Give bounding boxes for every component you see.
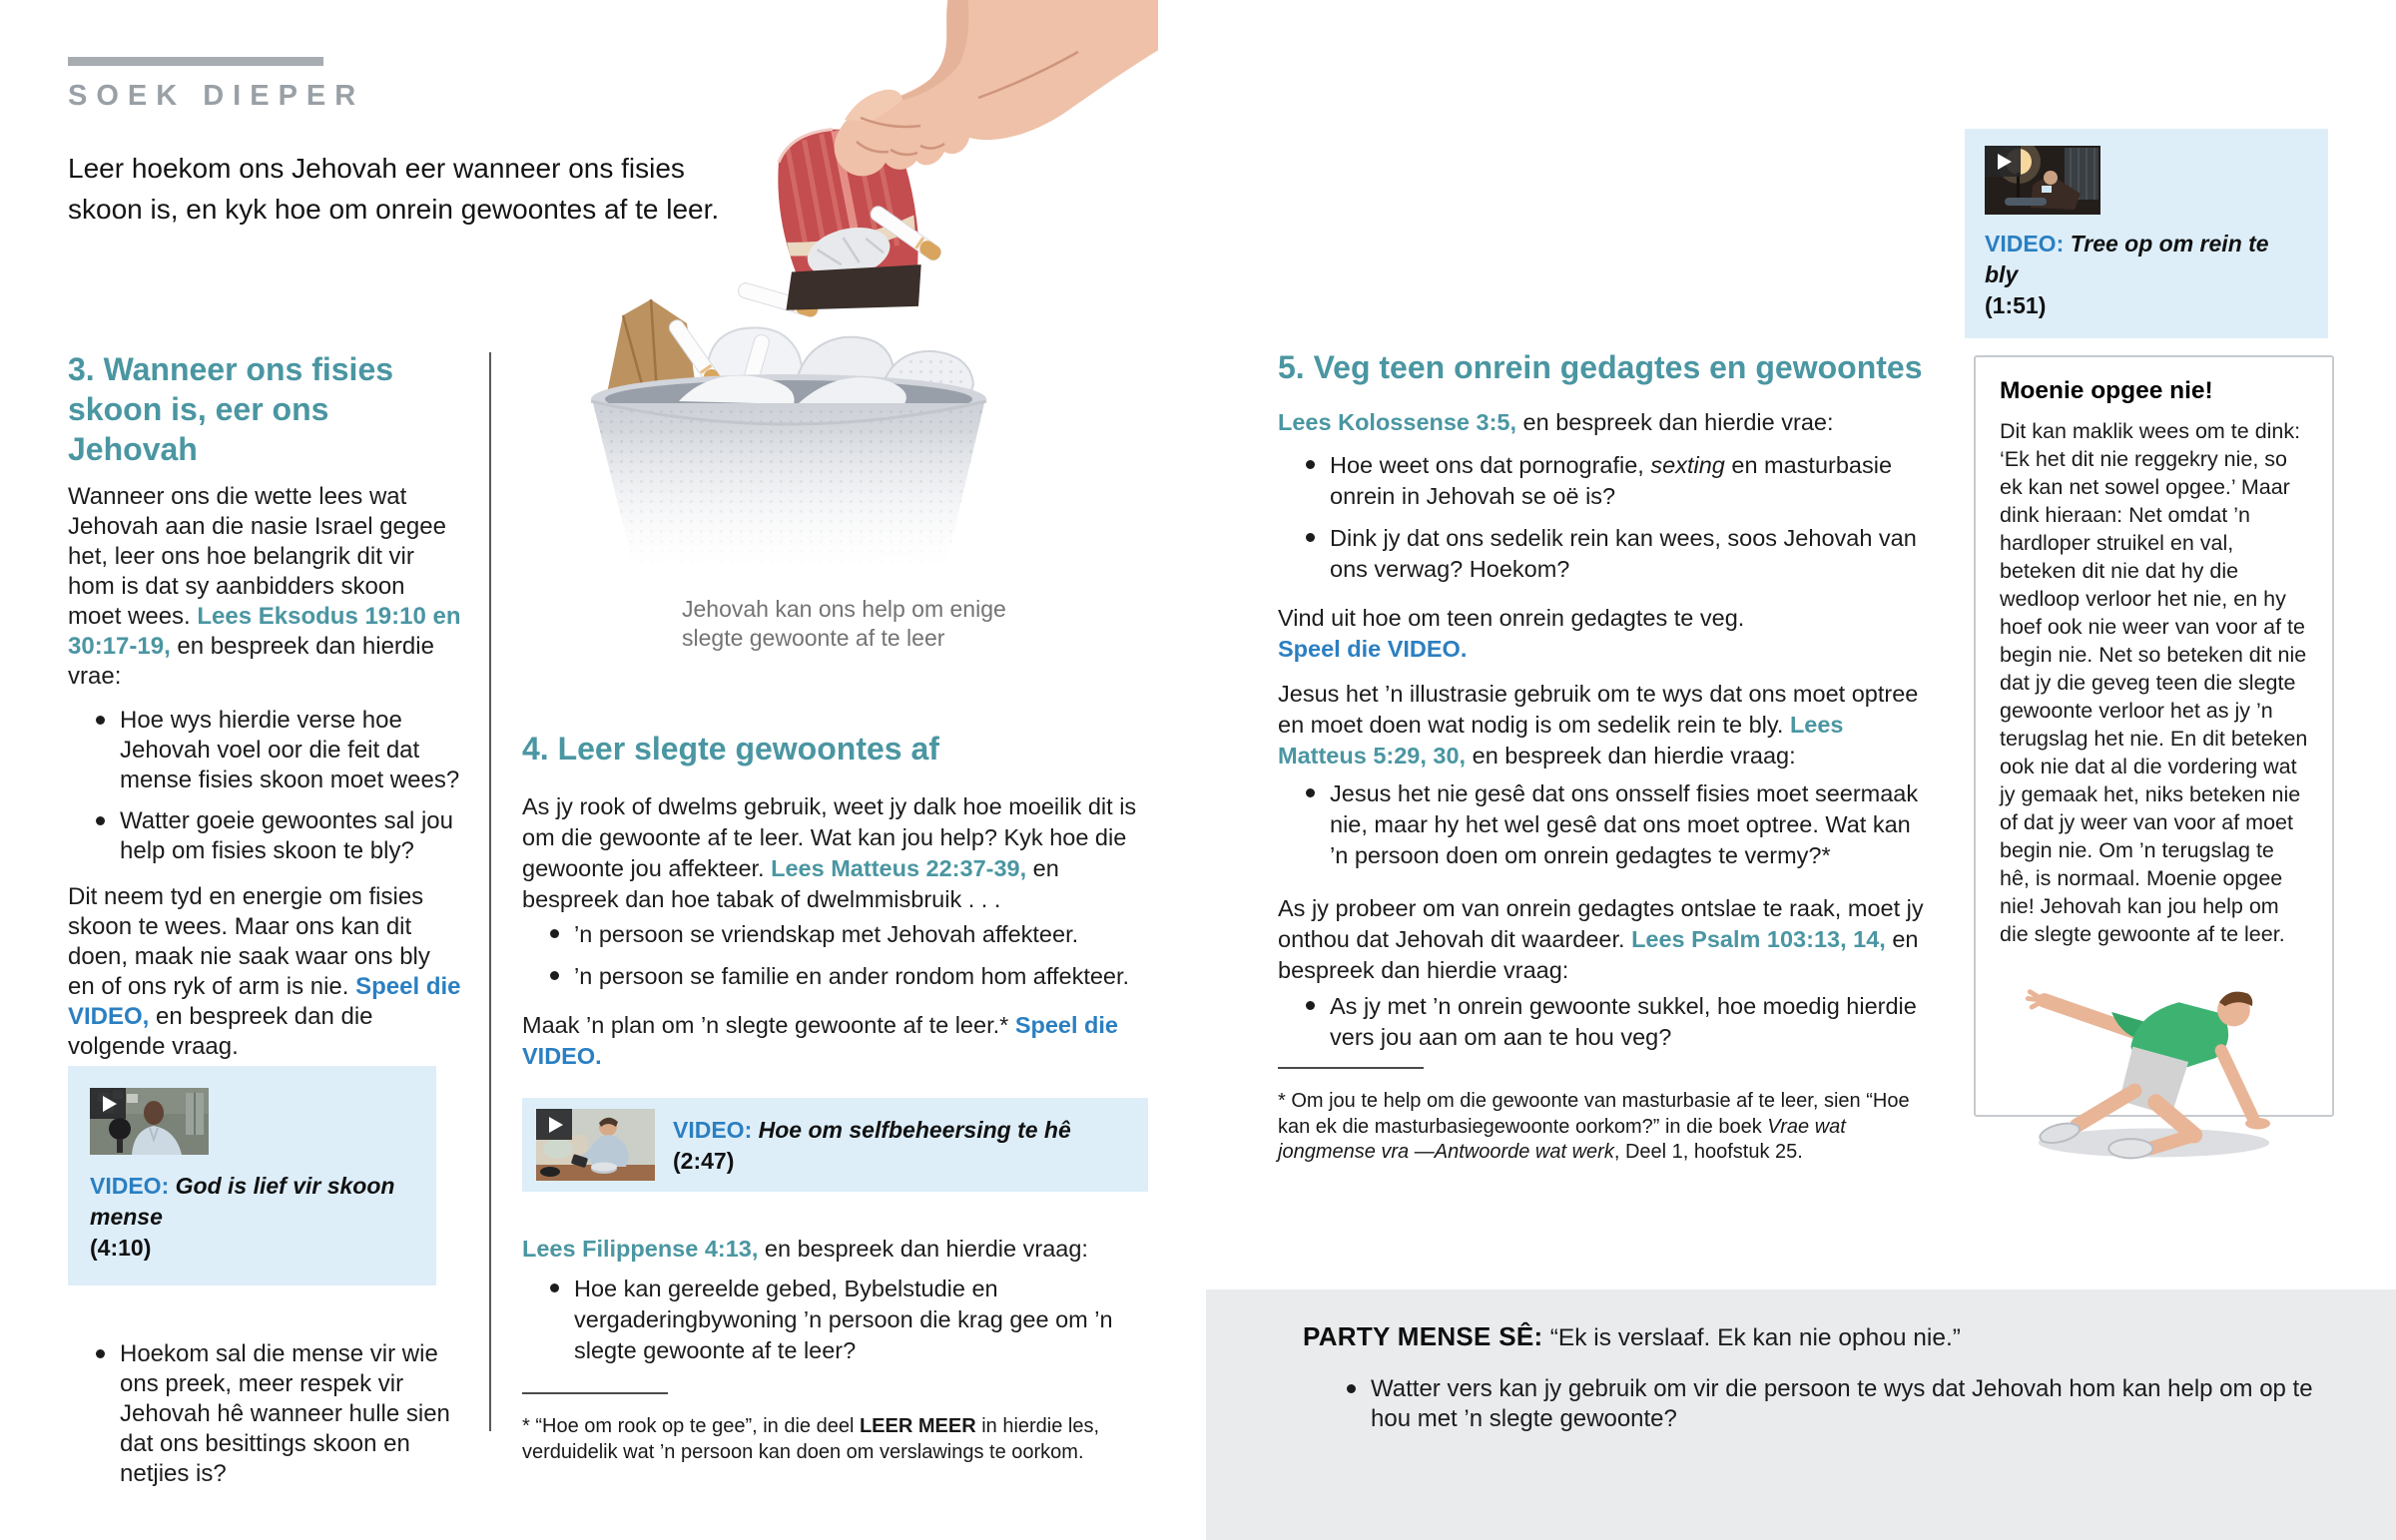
section-4-paragraph-1: As jy rook of dwelms gebruik, weet jy dalk hoe moeilik dit is om die gewoonte af te leer. Wat kan jou help? Kyk hoe die gewoonte jou affekteer. Lees Matteus 22:37-39, en bespreek dan hoe tabak of dwelmmisbruik . . .: [522, 793, 1137, 912]
section-4-bullets: [522, 919, 1137, 992]
fallen-runner-illustration: [2000, 958, 2308, 1168]
section-5-bullets: [1278, 450, 1929, 585]
bullet-dot: [1347, 1384, 1356, 1393]
bullet-dot: [1306, 460, 1315, 469]
play-video-link[interactable]: Speel die VIDEO.: [1278, 636, 1468, 662]
lesson-intro: Leer hoekom ons Jehovah eer wanneer ons fisies skoon is, en kyk hoe om onrein gewoontes af te leer.: [68, 153, 720, 225]
section-5-paragraph-1: Lees Kolossense 3:5, en bespreek dan hierdie vrae:: [1278, 409, 1834, 435]
band-bullets: [1303, 1374, 2336, 1434]
band-heading: [1303, 1321, 2336, 1352]
list-item: Dink jy dat ons sedelik rein kan wees, soos Jehovah van ons verwag? Hoekom?: [1306, 523, 1929, 585]
list-item: ’n persoon se vriendskap met Jehovah affekteer.: [550, 919, 1137, 950]
bullet-dot: [96, 1349, 105, 1358]
kicker: SOEK DIEPER: [68, 80, 365, 112]
list-item: Hoe kan gereelde gebed, Bybelstudie en vergaderingbywoning ’n persoon die krag gee om ’n slegte gewoonte af te leer?: [550, 1274, 1137, 1366]
section-4-footnote: * “Hoe om rook op te gee”, in die deel LEER MEER in hierdie les, verduidelik wat ’n persoon kan doen om verslawings te oorkom.: [522, 1415, 1100, 1463]
video-caption: VIDEO: Tree op om rein te bly (1:51): [1985, 231, 2269, 318]
video-box-pure[interactable]: [1965, 129, 2328, 338]
bullet-dot: [96, 716, 105, 725]
list-item: Hoekom sal die mense vir wie ons preek, meer respek vir Jehovah hê wanneer hulle sien dat ons besittings skoon en netjies is?: [96, 1339, 461, 1489]
section-4-discussion-bullet: [522, 1274, 1137, 1366]
illustration-caption: Jehovah kan ons help om enige slegte gewoonte af te leer: [682, 596, 1006, 651]
video-thumbnail[interactable]: [1985, 146, 2100, 215]
footnote-rule: [1278, 1067, 1424, 1069]
section-3-discussion-bullet: [68, 1339, 461, 1489]
bullet-dot: [1306, 1001, 1315, 1010]
hand-arm: [835, 0, 1158, 176]
section-4-paragraph-3: Lees Filippense 4:13, en bespreek dan hierdie vraag:: [522, 1236, 1088, 1262]
section-5: [1278, 347, 1929, 1186]
video-thumbnail[interactable]: [90, 1088, 209, 1155]
video-thumbnail[interactable]: [536, 1109, 655, 1181]
list-item: Watter vers kan jy gebruik om vir die persoon te wys dat Jehovah hom kan help om op te hou met ’n slegte gewoonte?: [1347, 1374, 2336, 1434]
band-label: PARTY MENSE SÊ:: [1303, 1321, 1543, 1351]
play-icon[interactable]: [90, 1088, 126, 1119]
section-5-heading: 5. Veg teen onrein gedagtes en gewoontes: [1278, 349, 1923, 385]
sidebar-box-body: Dit kan maklik wees om te dink: ‘Ek het dit nie reggekry nie, so ek kan net sowel opgee.’ Maar dink hieraan: Net omdat ’n hardloper struikel en val, beteken dit nie dat hy die wedloop verloor het nie, en hy hoef ook nie weer van voor af te begin nie. Net so beteken dit nie dat jy die geveg teen die slegte gewoonte verloor het as jy ’n terugslag het nie. En dit beteken ook nie dat al die vordering wat jy gemaak het, niks beteken nie of dat jy weer van voor af moet begin nie. Om ’n terugslag te hê, is normaal. Moenie opgee nie! Jehovah kan jou help om die slegte gewoonte af te leer.: [2000, 419, 2308, 946]
bullet-dot: [550, 1283, 559, 1292]
section-4-heading: 4. Leer slegte gewoontes af: [522, 731, 939, 767]
section-4: [522, 729, 1137, 1485]
sidebar-box-title: Moenie opgee nie!: [2000, 377, 2213, 404]
section-5-bullet-3: [1278, 778, 1929, 871]
trash-illustration: [559, 0, 1158, 659]
scripture-link-filippense[interactable]: Lees Filippense 4:13,: [522, 1236, 759, 1262]
play-icon[interactable]: [1985, 146, 2021, 177]
section-5-bullet-4: [1278, 991, 1929, 1053]
play-video-link[interactable]: Speel die VIDEO,: [68, 973, 461, 1030]
some-people-say-band: [1206, 1289, 2396, 1540]
video-box-clean[interactable]: [68, 1066, 436, 1285]
list-item: Watter goeie gewoontes sal jou help om fisies skoon te bly?: [96, 806, 461, 866]
hand-trash-illustration-svg: [559, 0, 1158, 659]
section-3-paragraph-1: Wanneer ons die wette lees wat Jehovah aan die nasie Israel gegee het, leer ons hoe belangrik dit vir hom is dat sy aanbidders skoon moet wees. Lees Eksodus 19:10 en 30:17-19, en bespreek dan hierdie vrae:: [68, 483, 461, 690]
section-5-paragraph-4: As jy probeer om van onrein gedagtes ontslae te raak, moet jy onthou dat Jehovah dit waardeer. Lees Psalm 103:13, 14, en bespreek dan hierdie vraag:: [1278, 895, 1924, 983]
section-4-paragraph-2: Maak ’n plan om ’n slegte gewoonte af te leer.* Speel die VIDEO.: [522, 1012, 1118, 1069]
dont-give-up-box: [1974, 355, 2334, 1117]
scripture-link-matteus5[interactable]: Lees Matteus 5:29, 30,: [1278, 712, 1844, 769]
bullet-dot: [550, 929, 559, 938]
section-5-footnote: * Om jou te help om die gewoonte van masturbasie af te leer, sien “Hoe kan ek die masturbasiegewoonte oorkom?” in die boek Vrae wat jongmense vra —Antwoorde wat werk, Deel 1, hoofstuk 25.: [1278, 1090, 1910, 1163]
play-video-link[interactable]: Speel die VIDEO.: [522, 1012, 1118, 1069]
scripture-link-psalm[interactable]: Lees Psalm 103:13, 14,: [1631, 926, 1886, 952]
band-quote: “Ek is verslaaf. Ek kan nie ophou nie.”: [1549, 1324, 1961, 1351]
list-item: Hoe wys hierdie verse hoe Jehovah voel oor die feit dat mense fisies skoon moet wees?: [96, 706, 461, 795]
bullet-dot: [550, 971, 559, 980]
column-divider: [489, 352, 491, 1431]
video-caption: VIDEO: Hoe om selfbeheersing te hê (2:47): [673, 1117, 1071, 1174]
section-3-bullets: [68, 706, 461, 866]
list-item: Jesus het nie gesê dat ons onsself fisies moet seermaak nie, maar hy het wel gesê dat ons moet optree. Wat kan ’n persoon doen om onrein gedagtes te vermy?*: [1306, 778, 1929, 871]
scripture-link-matteus22[interactable]: Lees Matteus 22:37-39,: [771, 855, 1027, 881]
list-item: Hoe weet ons dat pornografie, sexting en masturbasie onrein in Jehovah se oë is?: [1306, 450, 1929, 512]
scripture-link-kolossense[interactable]: Lees Kolossense 3:5,: [1278, 409, 1517, 435]
section-5-paragraph-3: Jesus het ’n illustrasie gebruik om te wys dat ons moet optree en moet doen wat nodig is om sedelik rein te bly. Lees Matteus 5:29, 30, en bespreek dan hierdie vraag:: [1278, 681, 1919, 769]
scripture-link-eksodus[interactable]: Lees Eksodus 19:10 en 30:17-19,: [68, 603, 461, 660]
video-box-selfcontrol[interactable]: [522, 1098, 1148, 1192]
section-5-paragraph-2: Vind uit hoe om teen onrein gedagtes te veg. Speel die VIDEO.: [1278, 605, 1745, 662]
bullet-dot: [1306, 788, 1315, 797]
section-3-paragraph-2: Dit neem tyd en energie om fisies skoon te wees. Maar ons kan dit doen, maak nie saak waar ons bly en of ons ryk of arm is nie. Speel die VIDEO, en bespreek dan die volgende vraag.: [68, 883, 461, 1060]
play-icon[interactable]: [536, 1109, 572, 1140]
section-3: [68, 349, 461, 1505]
video-caption: VIDEO: God is lief vir skoon mense (4:10): [90, 1173, 395, 1261]
bullet-dot: [1306, 533, 1315, 542]
footnote-rule: [522, 1392, 668, 1394]
list-item: ’n persoon se familie en ander rondom hom affekteer.: [550, 961, 1137, 992]
kicker-bar: [68, 57, 323, 66]
bullet-dot: [96, 816, 105, 825]
section-3-heading: 3. Wanneer ons fisies skoon is, eer ons Jehovah: [68, 351, 394, 467]
list-item: As jy met ’n onrein gewoonte sukkel, hoe moedig hierdie vers jou aan om aan te hou veg?: [1306, 991, 1929, 1053]
